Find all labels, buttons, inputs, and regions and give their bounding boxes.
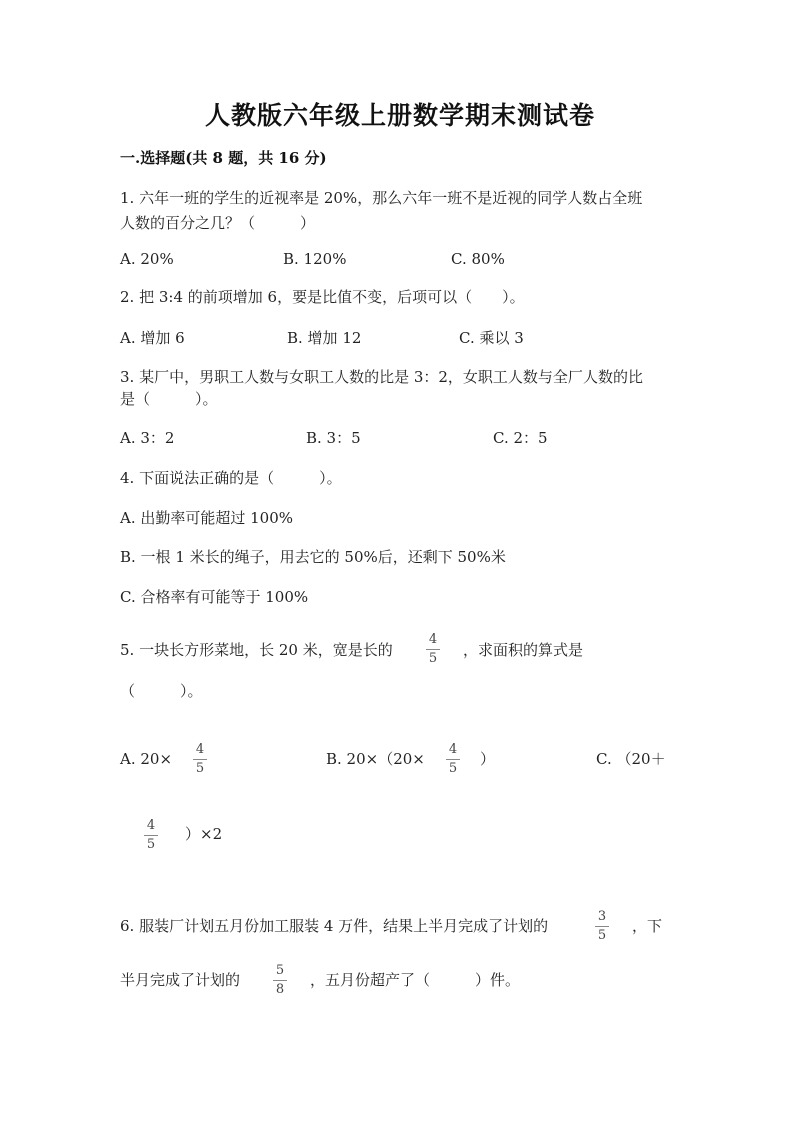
- question-6-line-2-pre: 半月完成了计划的: [120, 971, 241, 989]
- question-5-option-c-post: ）×2: [185, 825, 223, 843]
- fraction-numerator: 4: [195, 742, 205, 757]
- question-5-option-b-pre: B. 20×（20×: [326, 750, 425, 768]
- question-5-line-2: （ ）。: [120, 682, 203, 700]
- question-3-line-1: 3. 某厂中，男职工人数与女职工人数的比是 3：2，女职工人数与全厂人数的比: [120, 368, 643, 386]
- question-3-option-b: B. 3：5: [306, 429, 361, 447]
- fraction-denominator: 8: [275, 982, 285, 997]
- question-2-option-c: C. 乘以 3: [459, 329, 524, 347]
- fraction-numerator: 4: [428, 632, 438, 647]
- fraction-numerator: 5: [275, 963, 285, 978]
- question-6-line-2-post: ，五月份超产了（ ）件。: [310, 971, 521, 989]
- page-title: 人教版六年级上册数学期末测试卷: [204, 101, 595, 130]
- fraction-numerator: 4: [448, 742, 458, 757]
- question-3-option-c: C. 2：5: [493, 429, 548, 447]
- question-5-option-a-text: A. 20×: [120, 750, 173, 768]
- fraction-denominator: 5: [195, 761, 205, 776]
- question-3-line-2: 是（ ）。: [120, 390, 218, 408]
- question-1-line-2: 人数的百分之几？（ ）: [120, 214, 316, 232]
- question-3-option-a: A. 3：2: [120, 429, 175, 447]
- fraction-three-fifths: [591, 909, 613, 944]
- question-2-line-1: 2. 把 3:4 的前项增加 6，要是比值不变，后项可以（ ）。: [120, 288, 525, 306]
- question-2-option-b: B. 增加 12: [287, 329, 362, 347]
- question-5-option-b-post: ）: [480, 750, 496, 768]
- fraction-denominator: 5: [448, 761, 458, 776]
- question-4-option-b: B. 一根 1 米长的绳子，用去它的 50%后，还剩下 50%米: [120, 548, 506, 566]
- fraction-four-fifths: [422, 632, 444, 667]
- question-5-option-c-pre: C. （20＋: [596, 750, 666, 768]
- fraction-five-eighths: [269, 963, 291, 998]
- question-2-option-a: A. 增加 6: [120, 329, 185, 347]
- fraction-numerator: 3: [597, 909, 607, 924]
- question-6-line-1-post: ，下: [632, 917, 663, 935]
- question-4-line-1: 4. 下面说法正确的是（ ）。: [120, 469, 342, 487]
- fraction-four-fifths: [442, 742, 464, 777]
- question-1-option-c: C. 80%: [451, 250, 505, 268]
- question-5-line-1-pre: 5. 一块长方形菜地，长 20 米，宽是长的: [120, 641, 393, 659]
- fraction-four-fifths: [140, 818, 162, 853]
- question-4-option-c: C. 合格率有可能等于 100%: [120, 588, 309, 606]
- question-4-option-a: A. 出勤率可能超过 100%: [120, 509, 294, 527]
- fraction-numerator: 4: [146, 818, 156, 833]
- question-1-option-b: B. 120%: [283, 250, 347, 268]
- fraction-denominator: 5: [597, 928, 607, 943]
- question-1-option-a: A. 20%: [120, 250, 174, 268]
- fraction-denominator: 5: [428, 651, 438, 666]
- question-6-line-1-pre: 6. 服装厂计划五月份加工服装 4 万件，结果上半月完成了计划的: [120, 917, 549, 935]
- question-1-line-1: 1. 六年一班的学生的近视率是 20%，那么六年一班不是近视的同学人数占全班: [120, 189, 643, 207]
- fraction-four-fifths: [189, 742, 211, 777]
- question-5-line-1-post: ，求面积的算式是: [463, 641, 584, 659]
- section-header: 一.选择题(共 8 题，共 16 分): [120, 149, 327, 167]
- fraction-denominator: 5: [146, 837, 156, 852]
